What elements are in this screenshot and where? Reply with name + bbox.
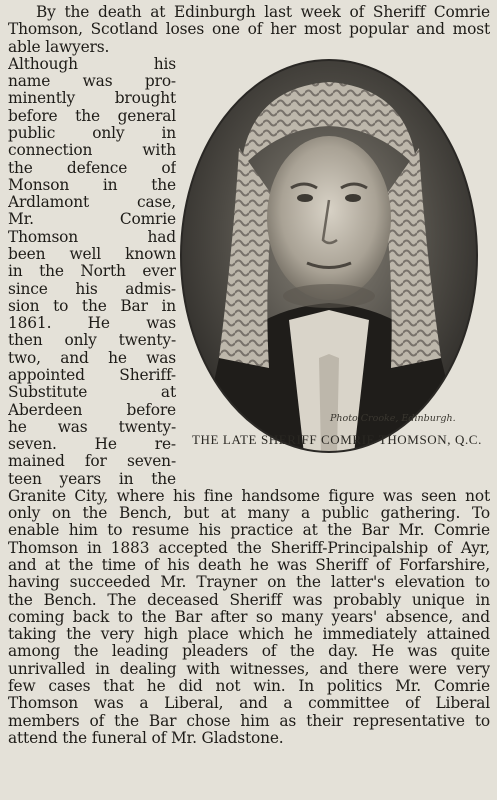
article-line: he was twenty- [8,418,176,436]
article-line: enable him to resume his practice at the Bar Mr. Comrie [8,522,490,540]
article-line: Thomson had [8,228,176,246]
article-line: two, and he was [8,349,176,367]
article-line: before the general [8,107,176,125]
article-line: then only twenty- [8,332,176,350]
portrait-image [179,58,479,432]
article-line: coming back to the Bar after so many years' absence, and [8,608,490,626]
article-line: By the death at Edinburgh last week of Sheriff Comrie [36,4,490,21]
oval-portrait-icon [179,58,479,454]
article-line: few cases that he did not win. In politics Mr. Comrie [8,678,490,696]
article-line: Thomson, Scotland loses one of her most popular and most [8,21,490,39]
article-line: 1861. He was [8,315,176,333]
article-line: Thomson was a Liberal, and a committee of Liberal [8,695,490,713]
photo-credit: Photo Crooke, Edinburgh. [330,412,456,424]
article-line: having succeeded Mr. Trayner on the latter's elevation to [8,574,490,592]
article-line: in the North ever [8,263,176,281]
article-line: members of the Bar chose him as their representative to [8,712,490,730]
article-line: Although his [8,55,176,73]
article-line: attend the funeral of Mr. Gladstone. [8,729,284,747]
article-line: been well known [8,245,176,263]
article-line: and at the time of his death he was Sheriff of Forfarshire, [8,557,490,575]
article-line: connection with [8,142,176,160]
article-line: Mr. Comrie [8,211,176,229]
article-line: mained for seven- [8,453,176,471]
article-line: Thomson in 1883 accepted the Sheriff-Principalship of Ayr, [8,539,490,557]
article-line: able lawyers. [8,38,110,56]
article-line: among the leading pleaders of the day. He was quite [8,643,490,661]
article-line: public only in [8,124,176,142]
portrait-caption: THE LATE SHERIFF COMRIE THOMSON, Q.C. [192,432,482,448]
article-line: Granite City, where his fine handsome figure was seen not [8,487,490,505]
article-line: appointed Sheriff- [8,366,176,384]
article-line: sion to the Bar in [8,297,176,315]
article-line: unrivalled in dealing with witnesses, and there were very [8,660,490,678]
article-line: since his admis- [8,280,176,298]
article-line: the defence of [8,159,176,177]
article-line: taking the very high place which he immediately attained [8,626,490,644]
article-line: minently brought [8,90,176,108]
article-line: Substitute at [8,384,176,402]
article-line: only on the Bench, but at many a public gathering. To [8,505,490,523]
article-line: Monson in the [8,176,176,194]
article-line: Aberdeen before [8,401,176,419]
article-line: the Bench. The deceased Sheriff was probably unique in [8,591,490,609]
article-line: name was pro- [8,73,176,91]
article-line: teen years in the [8,470,176,488]
article-line: Ardlamont case, [8,194,176,212]
article-line: seven. He re- [8,436,176,454]
